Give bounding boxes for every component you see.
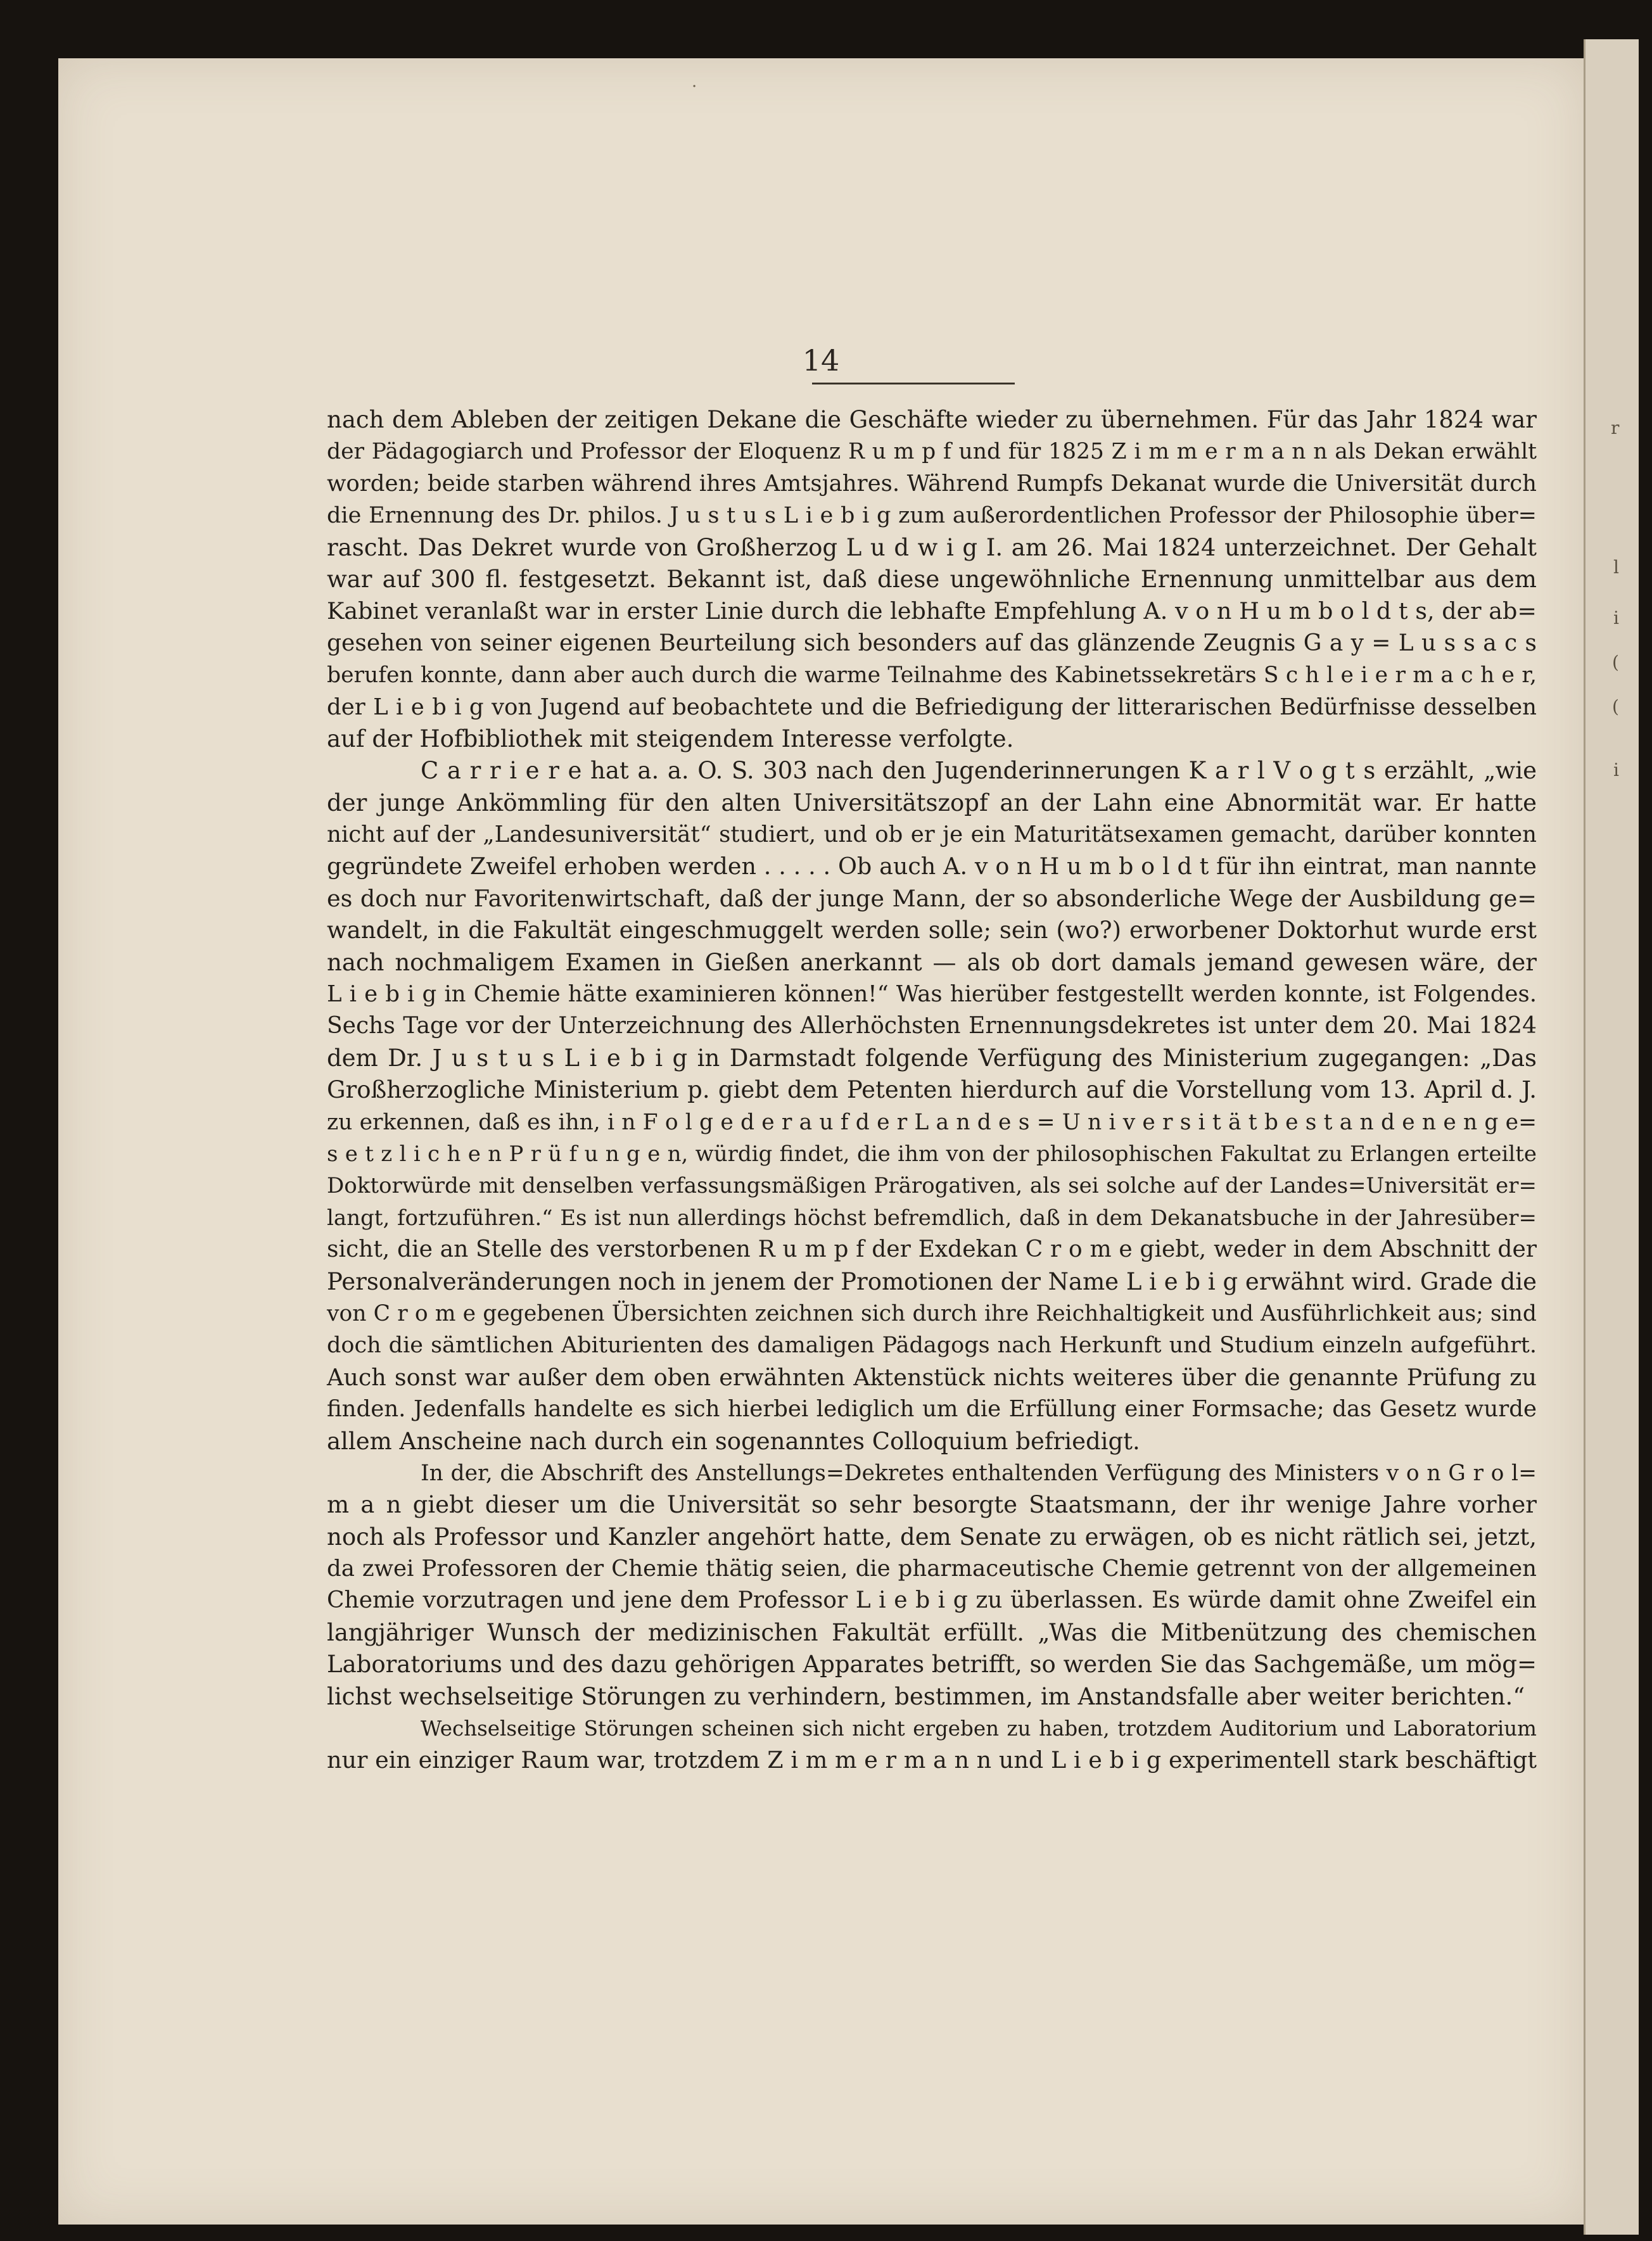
edge-glyph: l: [1613, 557, 1619, 578]
text-line: Großherzogliche Ministerium p. giebt dem Petenten hierdurch auf die Vorstellung vom 13. April d. J.: [327, 1076, 1537, 1104]
text-line: sicht, die an Stelle des verstorbenen R u m p f der Exdekan C r o m e giebt, weder in dem Abschnitt der: [327, 1236, 1537, 1263]
page-number-rule: [812, 383, 1015, 384]
body-text: [327, 404, 1537, 1777]
text-line: langt, fortzuführen.“ Es ist nun allerdings höchst befremdlich, daß in dem Dekanatsbuche in der Jahresüber=: [327, 1205, 1537, 1231]
text-line: Chemie vorzutragen und jene dem Professor L i e b i g zu überlassen. Es würde damit ohne Zweifel ein: [327, 1587, 1537, 1614]
edge-glyph: (: [1612, 652, 1619, 673]
text-line: Laboratoriums und des dazu gehörigen Apparates betrifft, so werden Sie das Sachgemäße, um mög=: [327, 1651, 1537, 1679]
speck-mark: ·: [692, 77, 697, 96]
text-line: Auch sonst war außer dem oben erwähnten Aktenstück nichts weiteres über die genannte Prüfung zu: [327, 1363, 1537, 1391]
text-line: zu erkennen, daß es ihn, i n F o l g e d e r a u f d e r L a n d e s = U n i v e r s i t ä t b e s t a n d e n e n g e=: [327, 1109, 1537, 1135]
text-line: nicht auf der „Landesuniversität“ studiert, und ob er je ein Maturitätsexamen gemacht, darüber konnten: [327, 822, 1537, 848]
text-line: In der, die Abschrift des Anstellungs=Dekretes enthaltenden Verfügung des Ministers v o n G r o l=: [421, 1460, 1537, 1486]
text-line: gegründete Zweifel erhoben werden . . . . . Ob auch A. v o n H u m b o l d t für ihn eintrat, man nannte: [327, 853, 1537, 880]
text-line: C a r r i e r e hat a. a. O. S. 303 nach den Jugenderinnerungen K a r l V o g t s erzählt, „wie: [421, 757, 1537, 785]
text-line: Wechselseitige Störungen scheinen sich nicht ergeben zu haben, trotzdem Auditorium und Laboratorium: [421, 1717, 1537, 1741]
edge-glyph: r: [1611, 417, 1620, 438]
edge-glyph: i: [1613, 607, 1619, 628]
text-line: Sechs Tage vor der Unterzeichnung des Allerhöchsten Ernennungsdekretes ist unter dem 20. Mai 1824: [327, 1013, 1537, 1039]
text-line: m a n giebt dieser um die Universität so sehr besorgte Staatsmann, der ihr wenige Jahre vorher: [327, 1491, 1537, 1519]
text-line: Personalveränderungen noch in jenem der Promotionen der Name L i e b i g erwähnt wird. Grade die: [327, 1267, 1537, 1295]
text-line: nach dem Ableben der zeitigen Dekane die Geschäfte wieder zu übernehmen. Für das Jahr 1824 war: [327, 406, 1537, 433]
text-line: langjähriger Wunsch der medizinischen Fakultät erfüllt. „Was die Mitbenützung des chemischen: [327, 1618, 1537, 1646]
text-line: rascht. Das Dekret wurde von Großherzog L u d w i g I. am 26. Mai 1824 unterzeichnet. Der Gehalt: [327, 533, 1537, 561]
text-line: nur ein einziger Raum war, trotzdem Z i m m e r m a n n und L i e b i g experimentell stark beschäftigt: [327, 1746, 1537, 1774]
text-line: wandelt, in die Fakultät eingeschmuggelt werden solle; sein (wo?) erworbener Doktorhut wurde erst: [327, 917, 1537, 944]
text-line: der L i e b i g von Jugend auf beobachtete und die Befriedigung der litterarischen Bedürfnisse desselben: [327, 694, 1537, 720]
next-page-edge: [1584, 39, 1639, 2235]
text-line: s e t z l i c h e n P r ü f u n g e n, würdig findet, die ihm von der philosophischen Fakultat zu Erlangen erteilte: [327, 1141, 1537, 1167]
text-line: gesehen von seiner eigenen Beurteilung sich besonders auf das glänzende Zeugnis G a y = L u s s a c s: [327, 630, 1537, 656]
text-line: Kabinet veranlaßt war in erster Linie durch die lebhafte Empfehlung A. v o n H u m b o l d t s, der ab=: [327, 597, 1537, 625]
edge-glyph: (: [1612, 696, 1619, 717]
text-line: Doktorwürde mit denselben verfassungsmäßigen Prärogativen, als sei solche auf der Landes=Universität er=: [327, 1173, 1537, 1199]
text-line: die Ernennung des Dr. philos. J u s t u s L i e b i g zum außerordentlichen Professor der Philosophie über=: [327, 503, 1537, 529]
text-line: noch als Professor und Kanzler angehört hatte, dem Senate zu erwägen, ob es nicht rätlich sei, jetzt,: [327, 1523, 1537, 1551]
text-line: war auf 300 fl. festgesetzt. Bekannt ist, daß diese ungewöhnliche Ernennung unmittelbar aus dem: [327, 565, 1537, 593]
page-number: 14: [802, 343, 840, 378]
book-page: [58, 58, 1584, 2225]
text-line: auf der Hofbibliothek mit steigendem Interesse verfolgte.: [327, 725, 1014, 752]
text-line: L i e b i g in Chemie hätte examinieren können!“ Was hierüber festgestellt werden konnte, ist Folgendes.: [327, 981, 1537, 1008]
text-line: allem Anscheine nach durch ein sogenanntes Colloquium befriedigt.: [327, 1427, 1140, 1455]
text-line: von C r o m e gegebenen Übersichten zeichnen sich durch ihre Reichhaltigkeit und Ausführlichkeit aus; sind: [327, 1300, 1537, 1326]
text-line: der junge Ankömmling für den alten Universitätszopf an der Lahn eine Abnormität war. Er hatte: [327, 789, 1537, 816]
text-line: doch die sämtlichen Abiturienten des damaligen Pädagogs nach Herkunft und Studium einzeln aufgeführt.: [327, 1333, 1537, 1359]
text-line: worden; beide starben während ihres Amtsjahres. Während Rumpfs Dekanat wurde die Universität durch: [327, 470, 1537, 497]
edge-glyph: i: [1613, 759, 1619, 780]
text-line: berufen konnte, dann aber auch durch die warme Teilnahme des Kabinetssekretärs S c h l e i e r m a c h e r,: [327, 663, 1537, 689]
text-line: nach nochmaligem Examen in Gießen anerkannt — als ob dort damals jemand gewesen wäre, der: [327, 948, 1537, 976]
text-line: dem Dr. J u s t u s L i e b i g in Darmstadt folgende Verfügung des Ministerium zugegangen: „Das: [327, 1044, 1537, 1072]
text-line: es doch nur Favoritenwirtschaft, daß der junge Mann, der so absonderliche Wege der Ausbildung ge=: [327, 884, 1537, 912]
text-line: finden. Jedenfalls handelte es sich hierbei lediglich um die Erfüllung einer Formsache; das Gesetz wurde: [327, 1396, 1537, 1423]
text-line: lichst wechselseitige Störungen zu verhindern, bestimmen, im Anstandsfalle aber weiter berichten.“: [327, 1682, 1525, 1710]
text-line: da zwei Professoren der Chemie thätig seien, die pharmaceutische Chemie getrennt von der allgemeinen: [327, 1556, 1537, 1582]
text-line: der Pädagogiarch und Professor der Eloquenz R u m p f und für 1825 Z i m m e r m a n n als Dekan erwählt: [327, 439, 1537, 465]
